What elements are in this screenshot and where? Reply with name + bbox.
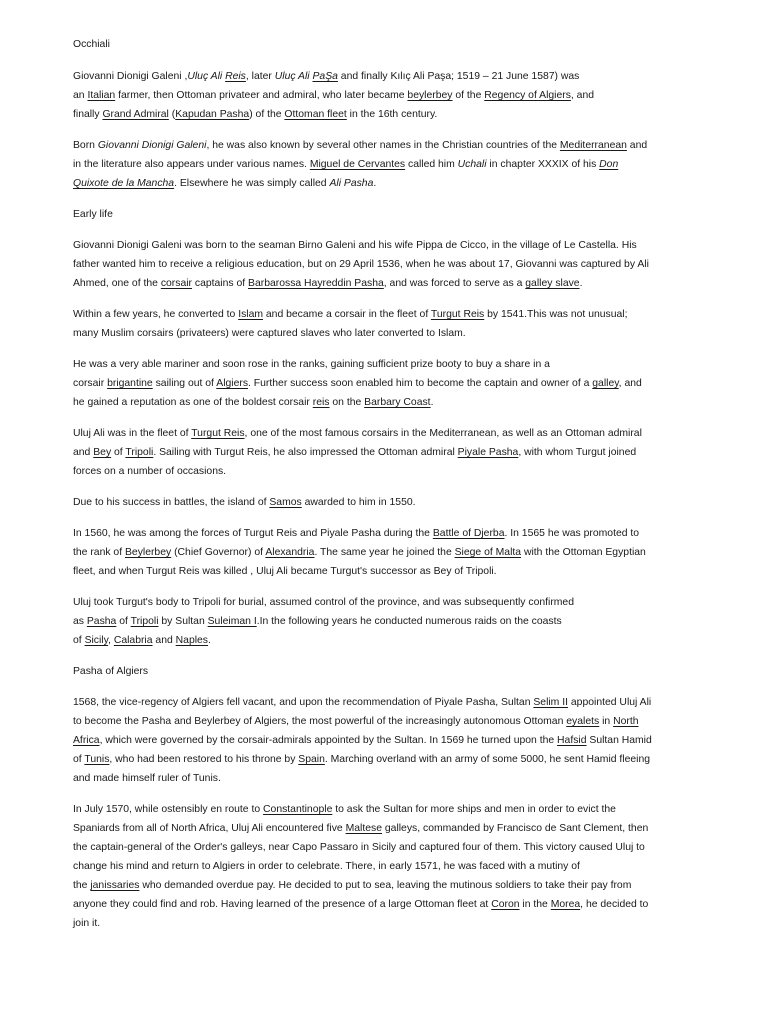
wiki-link[interactable]: beylerbey — [407, 90, 453, 101]
text-run: Ali Pasha — [329, 178, 374, 189]
text-run: and became a corsair in the fleet of — [263, 309, 431, 320]
text-run: , later — [245, 71, 275, 82]
text-run: Uluj Ali was in the fleet of — [73, 428, 192, 439]
wiki-link[interactable]: brigantine — [107, 378, 153, 389]
text-run: appointed Uluj Ali — [568, 697, 652, 708]
text-run: of — [116, 616, 131, 627]
paragraph — [73, 593, 695, 650]
text-run: who demanded overdue pay. He decided to put to sea, leaving the mutinous soldiers to take their pay from — [139, 880, 632, 891]
text-line — [73, 631, 695, 650]
wiki-link[interactable]: Miguel de Cervantes — [309, 159, 406, 170]
text-run: the captain-general of the Order's galleys, near Capo Passaro in Sicily and captured four of them. This victory caused Uluj to — [73, 842, 645, 853]
paragraph — [73, 424, 695, 481]
text-run: he gained a reputation as one of the boldest corsair — [73, 397, 313, 408]
text-line — [73, 750, 695, 769]
text-run: fleet, and when Turgut Reis was killed , Uluj Ali became Turgut's successor as Bey of Tripoli. — [73, 566, 497, 577]
wiki-link[interactable]: Islam — [238, 309, 264, 320]
wiki-link[interactable]: Don — [599, 159, 619, 170]
text-line — [73, 524, 695, 543]
text-line — [73, 374, 695, 393]
wiki-link[interactable]: Tunis — [84, 754, 110, 765]
text-run: , and — [618, 378, 642, 389]
paragraph — [73, 693, 695, 788]
text-run: Uchali — [457, 159, 487, 170]
text-run: Uluç Ali — [274, 71, 313, 82]
text-run: . The same year he joined the — [314, 547, 455, 558]
text-run: of the — [452, 90, 485, 101]
text-line — [73, 593, 695, 612]
text-line — [73, 562, 695, 581]
text-run: Spaniards from all of North Africa, Uluj Ali encountered five — [73, 823, 346, 834]
text-line — [73, 662, 695, 681]
paragraph — [73, 524, 695, 581]
text-line — [73, 876, 695, 895]
text-run: . — [373, 178, 377, 189]
text-line — [73, 731, 695, 750]
text-run: 1568, the vice-regency of Algiers fell vacant, and upon the recommendation of Piyale Pasha, Sultan — [73, 697, 534, 708]
wiki-link[interactable]: Tripoli — [130, 616, 159, 627]
text-run: Ahmed, one of the — [73, 278, 161, 289]
text-run: Giovanni Dionigi Galeni , — [73, 71, 188, 82]
text-run: in the 16th century. — [346, 109, 438, 120]
wiki-link[interactable]: Kapudan Pasha — [175, 109, 250, 120]
text-run: captains of — [192, 278, 249, 289]
wiki-link[interactable]: Algiers — [216, 378, 249, 389]
text-run: galleys, commanded by Francisco de Sant Clement, then — [382, 823, 649, 834]
paragraph — [73, 493, 695, 512]
text-run: Within a few years, he converted to — [73, 309, 239, 320]
wiki-link[interactable]: Selim II — [533, 697, 569, 708]
text-run: Pasha of Algiers — [73, 666, 149, 677]
text-run: , one of the most famous corsairs in the Mediterranean, as well as an Ottoman admiral — [244, 428, 642, 439]
wiki-link[interactable]: eyalets — [566, 716, 600, 727]
text-line — [73, 857, 695, 876]
text-line — [73, 236, 695, 255]
text-run: by Sultan — [158, 616, 208, 627]
text-line — [73, 895, 695, 914]
text-line — [73, 136, 695, 155]
wiki-link[interactable]: Tripoli — [125, 447, 154, 458]
paragraph — [73, 305, 695, 343]
wiki-link[interactable]: Ottoman fleet — [284, 109, 347, 120]
text-run: to become the Pasha and Beylerbey of Algiers, the most powerful of the increasingly autonomous Ottoman — [73, 716, 567, 727]
wiki-link[interactable]: North — [613, 716, 639, 727]
text-run: of — [73, 754, 85, 765]
wiki-link[interactable]: Barbary Coast — [364, 397, 431, 408]
wiki-link[interactable]: Barbarossa Hayreddin Pasha — [248, 278, 384, 289]
text-run: father wanted him to receive a religious education, but on 29 April 1536, when he was about 17, Giovanni was captured by Ali — [73, 259, 649, 270]
text-run: In 1560, he was among the forces of Turgut Reis and Piyale Pasha during the — [73, 528, 433, 539]
text-line — [73, 86, 695, 105]
text-run: , which were governed by the corsair-admirals appointed by the Sultan. In 1569 he turned upon the — [99, 735, 558, 746]
text-line — [73, 914, 695, 933]
document-body — [73, 67, 695, 933]
wiki-link[interactable]: corsair — [160, 278, 192, 289]
text-run: in the literature also appears under various names. — [73, 159, 310, 170]
wiki-link[interactable]: Mediterranean — [559, 140, 627, 151]
text-line — [73, 205, 695, 224]
text-run: many Muslim corsairs (privateers) were captured slaves who later converted to Islam. — [73, 328, 466, 339]
text-run: in the — [519, 899, 551, 910]
text-run: He was a very able mariner and soon rose in the ranks, gaining sufficient prize booty to buy a share in a — [73, 359, 550, 370]
text-run: anyone they could find and rob. Having learned of the presence of a large Ottoman fleet at — [73, 899, 492, 910]
text-run: Uluç Ali — [187, 71, 226, 82]
text-run: sailing out of — [152, 378, 217, 389]
wiki-link[interactable]: galley — [592, 378, 619, 389]
wiki-link[interactable]: galley slave — [525, 278, 580, 289]
wiki-link[interactable]: Grand Admiral — [102, 109, 169, 120]
text-run: by 1541.This was not unusual; — [484, 309, 628, 320]
text-run: the — [73, 880, 91, 891]
text-run: , and — [570, 90, 595, 101]
text-run: .In the following years he conducted numerous raids on the coasts — [256, 616, 562, 627]
text-run: , with whom Turgut joined — [518, 447, 637, 458]
document-title: Occhiali — [73, 39, 110, 50]
text-run: on the — [329, 397, 365, 408]
section-heading — [73, 662, 695, 681]
text-run: In July 1570, while ostensibly en route to — [73, 804, 264, 815]
text-line — [73, 462, 695, 481]
text-line — [73, 255, 695, 274]
wiki-link[interactable]: Italian — [87, 90, 116, 101]
text-run: the rank of — [73, 547, 125, 558]
paragraph — [73, 236, 695, 293]
text-line — [73, 355, 695, 374]
text-run: in chapter XXXIX of his — [486, 159, 600, 170]
wiki-link[interactable]: Siege of Malta — [454, 547, 522, 558]
text-run: Born — [73, 140, 98, 151]
text-run: , — [108, 635, 114, 646]
text-line — [73, 393, 695, 412]
wiki-link[interactable]: Spain — [298, 754, 325, 765]
text-run: finally — [73, 109, 103, 120]
wiki-link[interactable]: Pasha — [86, 616, 117, 627]
text-run: . — [208, 635, 211, 646]
text-run: join it. — [73, 918, 101, 929]
text-run: ) of the — [249, 109, 285, 120]
text-run: with the Ottoman Egyptian — [521, 547, 646, 558]
text-line — [73, 543, 695, 562]
text-run: as — [73, 616, 87, 627]
text-line — [73, 305, 695, 324]
text-run: , who had been restored to his throne by — [109, 754, 299, 765]
text-run: of — [73, 635, 85, 646]
wiki-link[interactable]: janissaries — [90, 880, 140, 891]
text-line — [73, 693, 695, 712]
text-run: an — [73, 90, 88, 101]
text-line — [73, 612, 695, 631]
text-line — [73, 443, 695, 462]
text-run: . Marching overland with an army of some 5000, he sent Hamid fleeing — [324, 754, 651, 765]
text-line — [73, 105, 695, 124]
wiki-link[interactable]: Hafsid — [557, 735, 587, 746]
text-run: change his mind and return to Algiers in order to celebrate. There, in early 1571, he was faced with a mutiny of — [73, 861, 580, 872]
text-run: , and was forced to serve as a — [383, 278, 526, 289]
wiki-link[interactable]: Beylerbey — [124, 547, 172, 558]
wiki-link[interactable]: Alexandria — [265, 547, 315, 558]
text-run: and finally Kılıç Ali Paşa; 1519 – 21 June 1587) was — [337, 71, 580, 82]
text-line — [73, 424, 695, 443]
text-run: Giovanni Dionigi Galeni was born to the seaman Birno Galeni and his wife Pippa de Cicco, in the village of Le Castella. His — [73, 240, 637, 251]
text-run: ( — [168, 109, 176, 120]
text-run: , he was also known by several other names in the Christian countries of the — [206, 140, 560, 151]
wiki-link[interactable]: Battle of Djerba — [432, 528, 505, 539]
text-line — [73, 769, 695, 788]
text-run: of — [111, 447, 126, 458]
text-run: forces on a number of occasions. — [73, 466, 227, 477]
text-line — [73, 819, 695, 838]
text-run: and made himself ruler of Tunis. — [73, 773, 221, 784]
text-line — [73, 324, 695, 343]
text-run: Early life — [73, 209, 113, 220]
wiki-link[interactable]: reis — [312, 397, 330, 408]
wiki-link[interactable]: Maltese — [345, 823, 382, 834]
paragraph — [73, 136, 695, 193]
text-line — [73, 67, 695, 86]
wiki-link[interactable]: Samos — [269, 497, 302, 508]
wiki-link[interactable]: Sicily — [84, 635, 109, 646]
text-run: Sultan Hamid — [586, 735, 652, 746]
wiki-link[interactable]: Bey — [93, 447, 112, 458]
wiki-link[interactable]: Coron — [491, 899, 520, 910]
text-run: (Chief Governor) of — [171, 547, 266, 558]
text-run: and — [626, 140, 648, 151]
wiki-link[interactable]: Turgut Reis — [430, 309, 485, 320]
wiki-link[interactable]: Piyale Pasha — [457, 447, 519, 458]
wiki-link[interactable]: Reis — [225, 71, 246, 82]
text-line — [73, 712, 695, 731]
text-run: Due to his success in battles, the island of — [73, 497, 270, 508]
text-run: , he decided to — [580, 899, 649, 910]
paragraph — [73, 355, 695, 412]
text-run: . Elsewhere he was simply called — [174, 178, 330, 189]
text-run: awarded to him in 1550. — [301, 497, 416, 508]
section-heading — [73, 205, 695, 224]
wiki-link[interactable]: Suleiman I — [207, 616, 257, 627]
document-page — [73, 35, 695, 945]
text-run: Giovanni Dionigi Galeni — [97, 140, 207, 151]
paragraph — [73, 67, 695, 124]
wiki-link[interactable]: Calabria — [113, 635, 153, 646]
wiki-link[interactable]: Constantinople — [263, 804, 333, 815]
text-run: to ask the Sultan for more ships and men in order to evict the — [332, 804, 616, 815]
text-line — [73, 155, 695, 174]
wiki-link[interactable]: Quixote de la Mancha — [73, 178, 175, 189]
text-line — [73, 274, 695, 293]
text-run: farmer, then Ottoman privateer and admiral, who later became — [115, 90, 408, 101]
text-run: in — [599, 716, 614, 727]
text-run: . — [579, 278, 583, 289]
text-line — [73, 838, 695, 857]
text-run: . Further success soon enabled him to become the captain and owner of a — [248, 378, 593, 389]
wiki-link[interactable]: Morea — [550, 899, 581, 910]
text-run: Uluj took Turgut's body to Tripoli for burial, assumed control of the province, and was subsequently confirmed — [73, 597, 574, 608]
paragraph — [73, 800, 695, 933]
text-line — [73, 493, 695, 512]
wiki-link[interactable]: Regency of Algiers — [484, 90, 571, 101]
text-run: . — [430, 397, 434, 408]
text-line — [73, 800, 695, 819]
wiki-link[interactable]: PaŞa — [312, 71, 338, 82]
text-run: . Sailing with Turgut Reis, he also impressed the Ottoman admiral — [153, 447, 458, 458]
text-run: corsair — [73, 378, 108, 389]
text-line — [73, 174, 695, 193]
wiki-link[interactable]: Naples — [175, 635, 209, 646]
text-run: called him — [405, 159, 458, 170]
text-run: and — [152, 635, 176, 646]
wiki-link[interactable]: Turgut Reis — [191, 428, 245, 439]
wiki-link[interactable]: Africa — [73, 735, 100, 746]
text-run: and — [73, 447, 94, 458]
text-run: . In 1565 he was promoted to — [504, 528, 640, 539]
